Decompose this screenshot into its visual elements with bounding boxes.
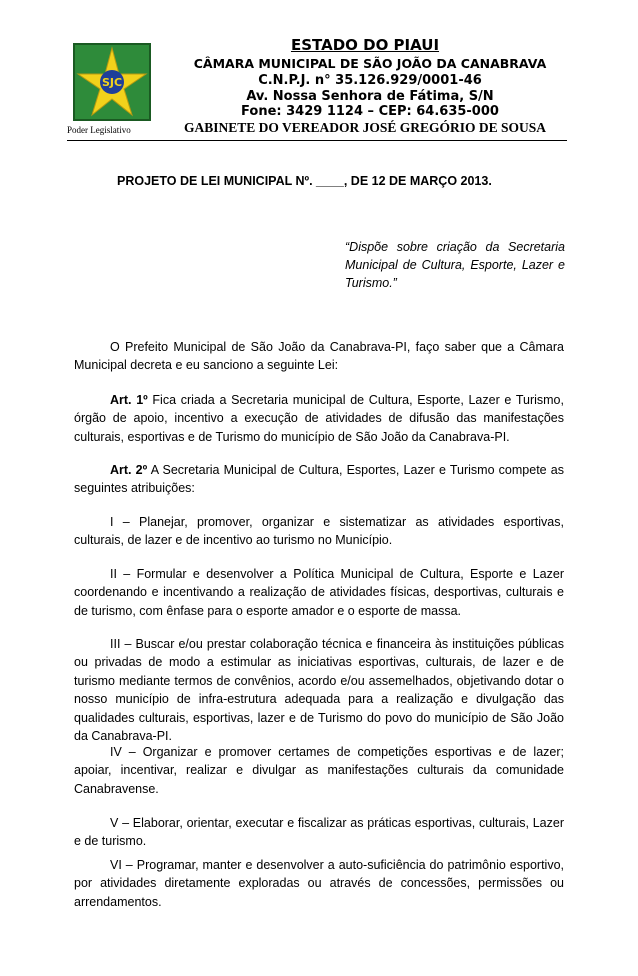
office-line: GABINETE DO VEREADOR JOSÉ GREGÓRIO DE SOUSA: [183, 120, 547, 135]
item-2-paragraph: II – Formular e desenvolver a Política Municipal de Cultura, Esporte e Lazer coordenando e incentivando a realização de atividades físicas, desportivas, culturais e de turismo, com ênfase para o esporte amador e o esporte de massa.: [74, 567, 564, 618]
preamble-paragraph: O Prefeito Municipal de São João da Canabrava-PI, faço saber que a Câmara Municipal decreta e eu sanciono a seguinte Lei:: [74, 340, 564, 373]
article-2-paragraph: [74, 461, 564, 498]
bill-ementa: “Dispõe sobre criação da Secretaria Municipal de Cultura, Esporte, Lazer e Turismo.”: [345, 240, 565, 290]
svg-text:SJC: SJC: [101, 76, 123, 89]
legislative-power-label: Poder Legislativo: [67, 125, 131, 135]
item-4-paragraph: IV – Organizar e promover certames de competições esportivas e de lazer; apoiar, incentivar, realizar e divulgar as manifestações culturais da comunidade Canabravense.: [74, 745, 564, 796]
item-1-paragraph: I – Planejar, promover, organizar e sistematizar as atividades esportivas, culturais, de lazer e de incentivo ao turismo no Município.: [74, 515, 564, 548]
cnpj-line: C.N.P.J. n° 35.126.929/0001-46: [258, 73, 482, 88]
article-1-label: Art. 1º: [110, 393, 148, 407]
article-2-label: Art. 2º: [110, 463, 148, 477]
bill-title: PROJETO DE LEI MUNICIPAL Nº. ____, DE 12 DE MARÇO 2013.: [117, 174, 492, 188]
state-heading: ESTADO DO PIAUI: [290, 36, 440, 54]
item-3-paragraph: III – Buscar e/ou prestar colaboração técnica e financeira às instituições públicas ou privadas de modo a estimular as iniciativas esportivas, culturais, de lazer e de turismo mediante termos de convênios, acordo e/ou assemelhados, objetivando dotar o nosso município de infra-estrutura adequada para a realização e divulgação das qualidades culturais, esportivas, lazer e de Turismo do povo do município de São João da Canabrava-PI.: [74, 637, 564, 744]
phone-line: Fone: 3429 1124 – CEP: 64.635-000: [241, 104, 499, 119]
article-1-text: Fica criada a Secretaria municipal de Cultura, Esporte, Lazer e Turismo, órgão de apoio, incentivo a execução de atividades de difusão das manifestações culturais, esportivas e de Turismo do município de São João da Canabrava-PI.: [74, 393, 564, 444]
article-2-text: A Secretaria Municipal de Cultura, Esportes, Lazer e Turismo compete as seguintes atribuições:: [74, 463, 564, 496]
header-divider: [67, 140, 567, 141]
item-6-paragraph: VI – Programar, manter e desenvolver a auto-suficiência do patrimônio esportivo, por atividades diretamente exploradas ou através de concessões, permissões ou arrendamentos.: [74, 858, 564, 909]
chamber-name: CÂMARA MUNICIPAL DE SÃO JOÃO DA CANABRAVA: [193, 56, 547, 71]
article-1-paragraph: [74, 391, 564, 446]
address-line: Av. Nossa Senhora de Fátima, S/N: [246, 89, 494, 104]
item-5-paragraph: V – Elaborar, orientar, executar e fiscalizar as práticas esportivas, culturais, Lazer e de turismo.: [74, 816, 564, 849]
municipal-seal-logo: [72, 42, 152, 122]
